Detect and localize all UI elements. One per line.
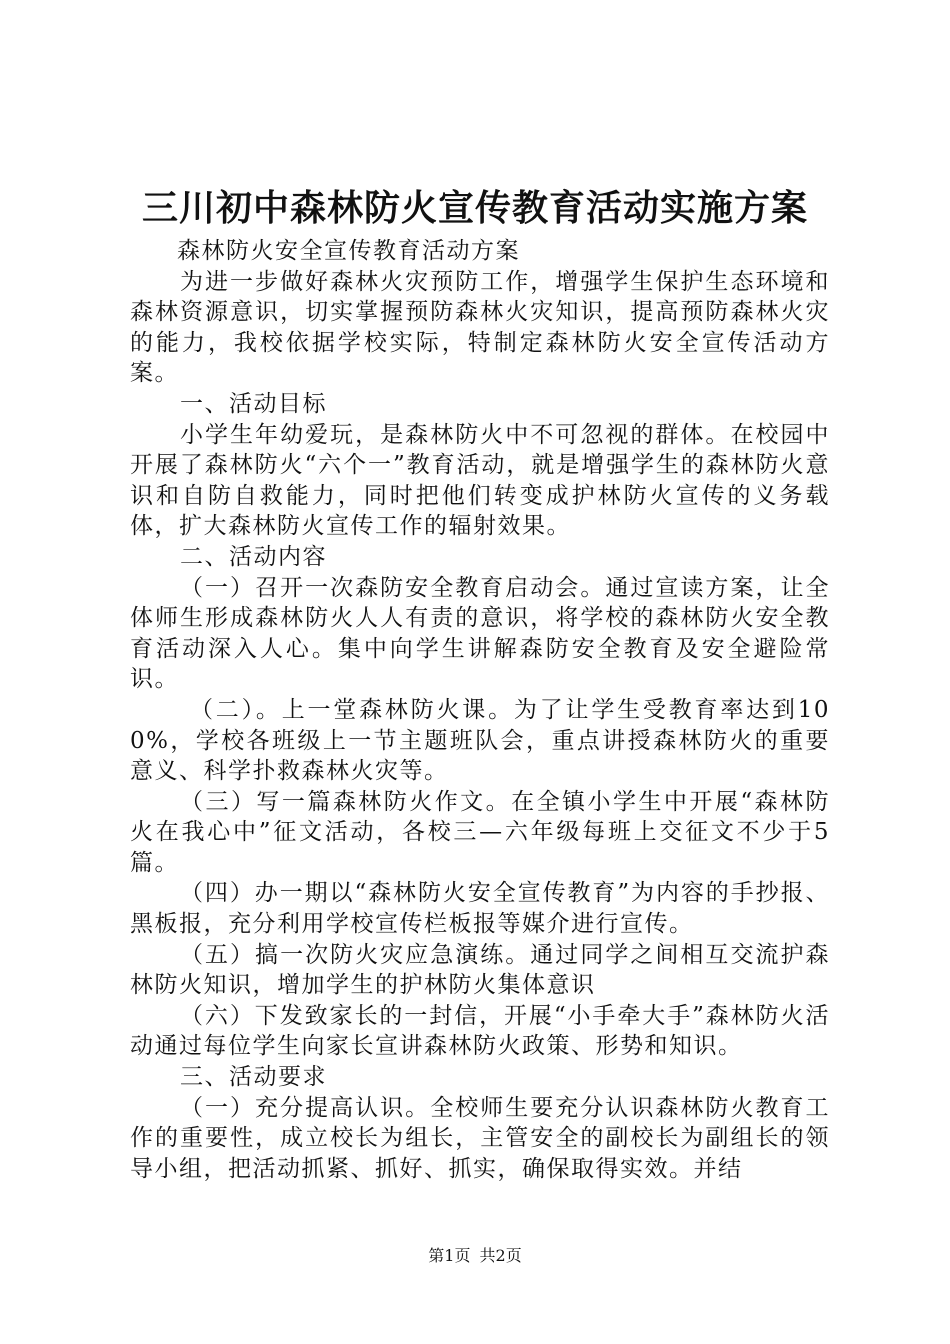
subtitle-paragraph: 森林防火安全宣传教育活动方案 xyxy=(177,238,520,264)
requirements-item-1: （一）充分提高认识。全校师生要充分认识森林防火教育工作的重要性，成立校长为组长，主管安全的副校长为副组长的领导小组，把活动抓紧、抓好、抓实，确保取得实效。并结 xyxy=(130,1094,830,1182)
section-heading-content: 二、活动内容 xyxy=(180,543,327,570)
page-total: 共2页 xyxy=(479,1246,522,1265)
page-number: 第1页 xyxy=(428,1246,471,1265)
content-item-6: （六）下发致家长的一封信，开展“小手牵大手”森林防火活动通过每位学生向家长宣讲森林防火政策、形势和知识。 xyxy=(130,1002,830,1060)
content-item-3: （三）写一篇森林防火作文。在全镇小学生中开展“森林防火在我心中”征文活动，各校三—六年级每班上交征文不少于5篇。 xyxy=(130,788,830,876)
goals-paragraph: 小学生年幼爱玩，是森林防火中不可忽视的群体。在校园中开展了森林防火“六个一”教育活动，就是增强学生的森林防火意识和自防自救能力，同时把他们转变成护林防火宣传的义务载体，扩大森林防火宣传工作的辐射效果。 xyxy=(130,421,830,540)
section-heading-requirements: 三、活动要求 xyxy=(180,1064,327,1091)
document-title: 三川初中森林防火宣传教育活动实施方案 xyxy=(141,187,808,229)
content-item-2: （二）。上一堂森林防火课。为了让学生受教育率达到100%，学校各班级上一节主题班队会，重点讲授森林防火的重要意义、科学扑救森林火灾等。 xyxy=(130,696,830,785)
section-heading-goals: 一、活动目标 xyxy=(180,390,327,417)
content-item-5: （五）搞一次防火灾应急演练。通过同学之间相互交流护森林防火知识，增加学生的护林防火集体意识 xyxy=(130,941,830,999)
intro-paragraph: 为进一步做好森林火灾预防工作，增强学生保护生态环境和森林资源意识，切实掌握预防森林火灾知识，提高预防森林火灾的能力，我校依据学校实际，特制定森林防火安全宣传活动方案。 xyxy=(130,268,830,387)
page-footer xyxy=(0,1244,950,1268)
document-body xyxy=(130,236,830,1184)
content-item-1: （一）召开一次森防安全教育启动会。通过宣读方案，让全体师生形成森林防火人人有责的意识，将学校的森林防火安全教育活动深入人心。集中向学生讲解森防安全教育及安全避险常识。 xyxy=(130,574,830,693)
content-item-4: （四）办一期以“森林防火安全宣传教育”为内容的手抄报、黑板报，充分利用学校宣传栏板报等媒介进行宣传。 xyxy=(130,880,830,938)
